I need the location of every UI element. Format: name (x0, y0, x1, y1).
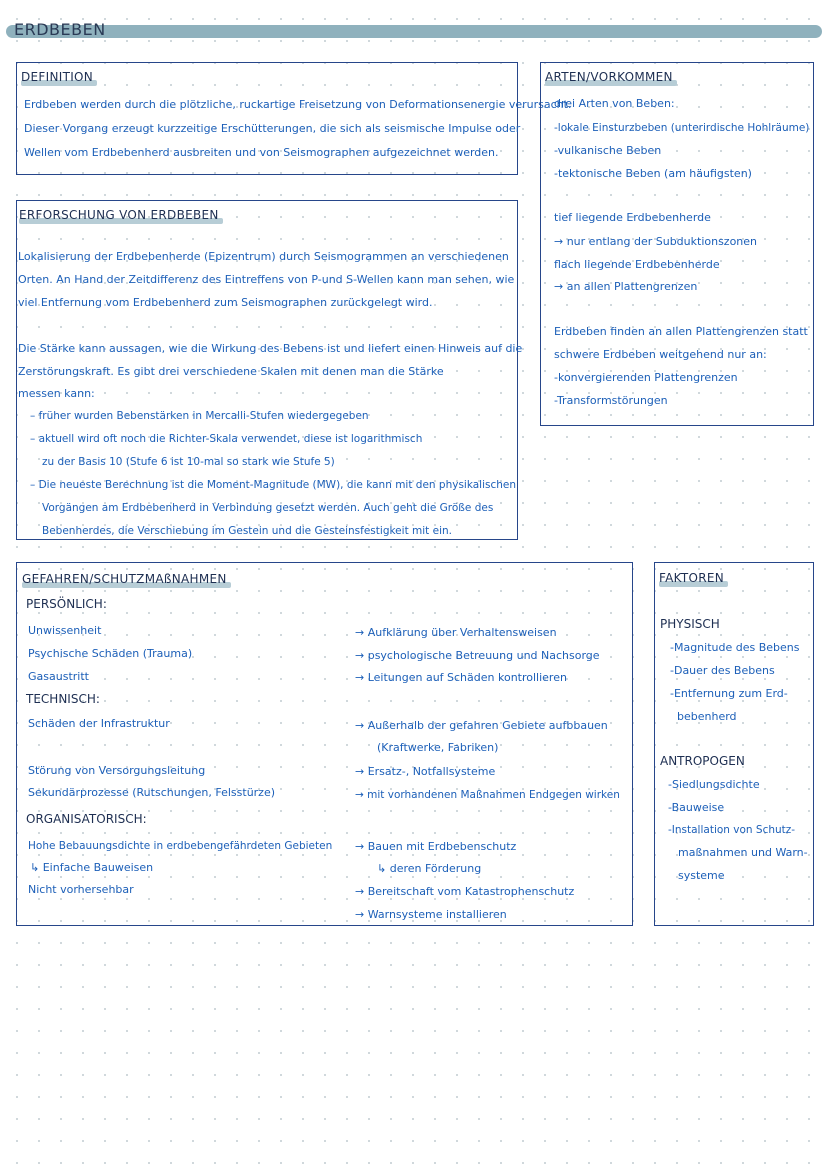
erforschung-line: Vorgängen am Erdbebenherd in Verbindung gesetzt werden. Auch geht die Größe des (42, 502, 494, 514)
faktoren-item: -Siedlungsdichte (668, 778, 760, 791)
gefahren-risk: Psychische Schäden (Trauma) (28, 647, 193, 660)
arten-line: Erdbeben finden an allen Plattengrenzen statt (554, 325, 808, 338)
gefahren-risk: Störung von Versorgungsleitung (28, 764, 206, 777)
erforschung-line: zu der Basis 10 (Stufe 6 ist 10-mal so stark wie Stufe 5) (42, 456, 335, 468)
definition-line: Erdbeben werden durch die plötzliche, ruckartige Freisetzung von Deformationsenergie verursacht. (24, 98, 572, 111)
erforschung-line: Orten. An Hand der Zeitdifferenz des Eintreffens von P-und S-Wellen kann man sehen, wie (18, 273, 515, 286)
erforschung-line: Lokalisierung der Erdbebenherde (Epizentrum) durch Seismogrammen an verschiedenen (18, 250, 509, 263)
erforschung-line: viel Entfernung vom Erdbebenherd zum Seismographen zurückgelegt wird. (18, 296, 433, 309)
gefahren-risk: ↳ Einfache Bauweisen (30, 861, 154, 874)
faktoren-item: bebenherd (677, 710, 737, 723)
faktoren-item: -Magnitude des Bebens (670, 641, 800, 654)
arten-line: -Transformstörungen (554, 394, 668, 407)
gefahren-measure: → mit vorhandenen Maßnahmen Endgegen wirken (355, 789, 620, 801)
definition-heading: DEFINITION (21, 70, 93, 84)
arten-line: -tektonische Beben (am häufigsten) (554, 167, 752, 180)
gefahren-risk: Gasaustritt (28, 670, 89, 683)
arten-line: -konvergierenden Plattengrenzen (554, 371, 738, 384)
arten-line: → nur entlang der Subduktionszonen (554, 235, 758, 248)
faktoren-item: -Entfernung zum Erd- (670, 687, 788, 700)
subheading-antropogen: ANTROPOGEN (660, 754, 745, 768)
erforschung-line: – früher wurden Bebenstärken in Mercalli-Stufen wiedergegeben (30, 410, 369, 422)
arten-line: drei Arten von Beben: (554, 97, 675, 110)
faktoren-item: -Dauer des Bebens (670, 664, 775, 677)
subheading-persoenlich: PERSÖNLICH: (26, 597, 107, 611)
arten-line: -lokale Einsturzbeben (unterirdische Hohlräume) (554, 122, 810, 134)
gefahren-risk: Nicht vorhersehbar (28, 883, 134, 896)
arten-line: flach liegende Erdbebenherde (554, 258, 720, 271)
gefahren-measure: (Kraftwerke, Fabriken) (377, 741, 499, 754)
gefahren-measure: → Ersatz-, Notfallsysteme (355, 765, 496, 778)
erforschung-line: messen kann: (18, 387, 95, 400)
erforschung-line: Bebenherdes, die Verschiebung im Gestein und die Gesteinsfestigkeit mit ein. (42, 525, 452, 537)
gefahren-measure: → Aufklärung über Verhaltensweisen (355, 626, 557, 639)
gefahren-measure: → Leitungen auf Schäden kontrollieren (355, 671, 567, 684)
arten-line: tief liegende Erdbebenherde (554, 211, 711, 224)
faktoren-item: -Bauweise (668, 801, 725, 814)
gefahren-measure: → Bereitschaft vom Katastrophenschutz (355, 885, 575, 898)
gefahren-risk: Unwissenheit (28, 624, 102, 637)
definition-line: Dieser Vorgang erzeugt kurzzeitige Erschütterungen, die sich als seismische Impulse oder (24, 122, 521, 135)
faktoren-item: systeme (678, 869, 725, 882)
gefahren-measure: → Warnsysteme installieren (355, 908, 507, 921)
subheading-physisch: PHYSISCH (660, 617, 720, 631)
definition-line: Wellen vom Erdbebenherd ausbreiten und von Seismographen aufgezeichnet werden. (24, 146, 499, 159)
faktoren-item: maßnahmen und Warn- (678, 846, 808, 859)
erforschung-heading: ERFORSCHUNG VON ERDBEBEN (19, 208, 219, 222)
gefahren-heading: GEFAHREN/SCHUTZMAßNAHMEN (22, 572, 227, 586)
faktoren-heading: FAKTOREN (659, 571, 724, 585)
gefahren-measure: → Bauen mit Erdbebenschutz (355, 840, 517, 853)
gefahren-risk: Hohe Bebauungsdichte in erdbebengefährdeten Gebieten (28, 840, 333, 852)
erforschung-line: – aktuell wird oft noch die Richter-Skala verwendet, diese ist logarithmisch (30, 433, 423, 445)
erforschung-line: Die Stärke kann aussagen, wie die Wirkung des Bebens ist und liefert einen Hinweis auf die (18, 342, 523, 355)
erforschung-line: Zerstörungskraft. Es gibt drei verschiedene Skalen mit denen man die Stärke (18, 365, 444, 378)
erforschung-line: – Die neueste Berechnung ist die Moment-Magnitude (MW), die kann mit den physikalischen (30, 479, 517, 491)
arten-heading: ARTEN/VORKOMMEN (545, 70, 673, 84)
arten-line: -vulkanische Beben (554, 144, 662, 157)
title-highlight-bar (6, 25, 822, 38)
gefahren-risk: Schäden der Infrastruktur (28, 717, 170, 730)
gefahren-measure: ↳ deren Förderung (377, 862, 482, 875)
arten-line: schwere Erdbeben weitgehend nur an: (554, 348, 767, 361)
faktoren-item: -Installation von Schutz- (668, 824, 796, 836)
arten-line: → an allen Plattengrenzen (554, 280, 698, 293)
gefahren-measure: → Außerhalb der gefahren Gebiete aufbbauen (355, 719, 608, 732)
gefahren-measure: → psychologische Betreuung und Nachsorge (355, 649, 600, 662)
subheading-organisatorisch: ORGANISATORISCH: (26, 812, 147, 826)
page-title: ERDBEBEN (14, 20, 106, 39)
gefahren-risk: Sekundärprozesse (Rutschungen, Felsstürze) (28, 786, 276, 799)
subheading-technisch: TECHNISCH: (26, 692, 100, 706)
